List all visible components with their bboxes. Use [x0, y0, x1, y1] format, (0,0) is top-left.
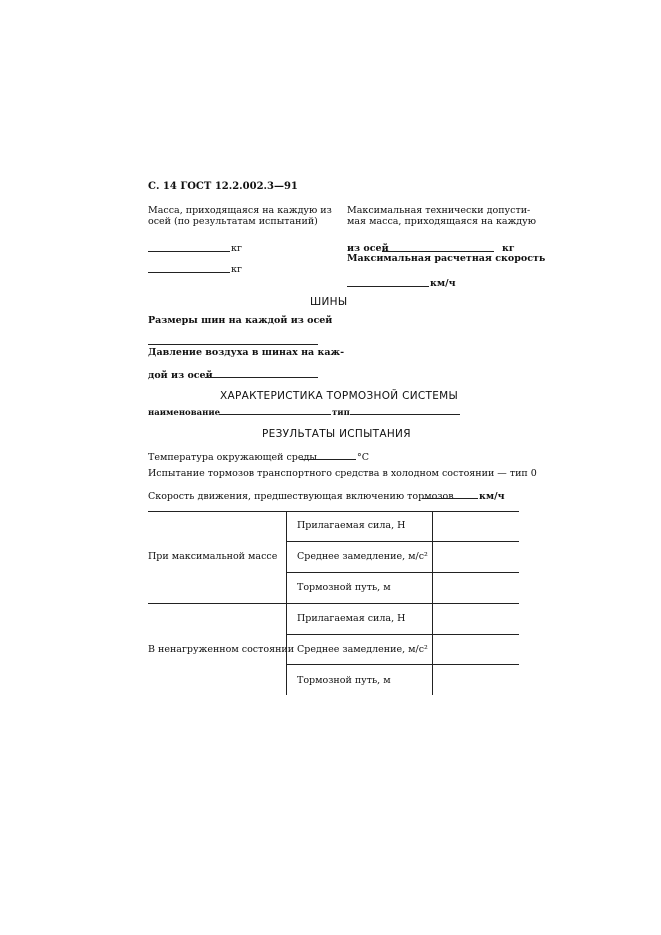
max-mass-text-1: Максимальная технически допусти-: [347, 205, 531, 216]
temperature-field[interactable]: [300, 459, 356, 460]
temperature-unit: °С: [357, 452, 370, 463]
temperature-label: Температура окружающей среды: [148, 452, 317, 463]
tire-pressure-text-1: Давление воздуха в шинах на каж-: [148, 347, 345, 358]
name-field[interactable]: [219, 414, 331, 415]
max-mass-text-2: мая масса, приходящаяся на каждую: [347, 216, 537, 227]
row-label: Прилагаемая сила, Н: [297, 520, 406, 531]
results-title: РЕЗУЛЬТАТЫ ИСПЫТАНИЯ: [262, 428, 411, 440]
table-row-rule: [286, 634, 519, 635]
mass-field-2[interactable]: [148, 272, 230, 273]
max-mass-field[interactable]: [382, 251, 494, 252]
unit-kmh: км/ч: [430, 278, 456, 289]
max-speed-field[interactable]: [347, 286, 429, 287]
speed-before-braking-field[interactable]: [422, 498, 478, 499]
mass-left-text-2: осей (по результатам испытаний): [148, 216, 318, 227]
mass-field-1[interactable]: [148, 251, 230, 252]
table-group-rule: [148, 603, 519, 604]
mass-left-text-1: Масса, приходящаяся на каждую из: [148, 205, 332, 216]
row-label: Прилагаемая сила, Н: [297, 613, 406, 624]
tire-pressure-text-2: дой из осей: [148, 370, 213, 381]
group-label-unloaded: В ненагруженном состоянии: [148, 644, 295, 655]
table-row-rule: [286, 572, 519, 573]
unit-kg: кг: [231, 264, 242, 275]
name-label: наименование: [148, 408, 221, 418]
unit-kg: кг: [502, 243, 515, 254]
row-label: Среднее замедление, м/с²: [297, 644, 428, 655]
speed-before-braking-label: Скорость движения, предшествующая включению тормозов: [148, 491, 454, 502]
tire-sizes-label: Размеры шин на каждой из осей: [148, 315, 333, 326]
row-label: Среднее замедление, м/с²: [297, 551, 428, 562]
page-header: С. 14 ГОСТ 12.2.002.3—91: [148, 181, 298, 192]
unit-kg: кг: [231, 243, 242, 254]
max-speed-label: Максимальная расчетная скорость: [347, 253, 546, 264]
type-field[interactable]: [350, 414, 460, 415]
cold-test-text: Испытание тормозов транспортного средства в холодном состоянии — тип 0: [148, 468, 537, 479]
tire-pressure-field[interactable]: [205, 377, 318, 378]
tires-title: ШИНЫ: [310, 296, 348, 308]
table-row-rule: [286, 664, 519, 665]
type-label: тип: [332, 408, 350, 418]
tire-sizes-field[interactable]: [148, 344, 318, 345]
brake-system-title: ХАРАКТЕРИСТИКА ТОРМОЗНОЙ СИСТЕМЫ: [220, 390, 459, 402]
row-label: Тормозной путь, м: [297, 675, 391, 686]
table-row-rule: [286, 541, 519, 542]
group-label-max-mass: При максимальной массе: [148, 551, 278, 562]
max-mass-text-3: из осей: [347, 243, 389, 254]
speed-unit: км/ч: [479, 491, 505, 502]
row-label: Тормозной путь, м: [297, 582, 391, 593]
table-top-rule: [148, 511, 519, 512]
